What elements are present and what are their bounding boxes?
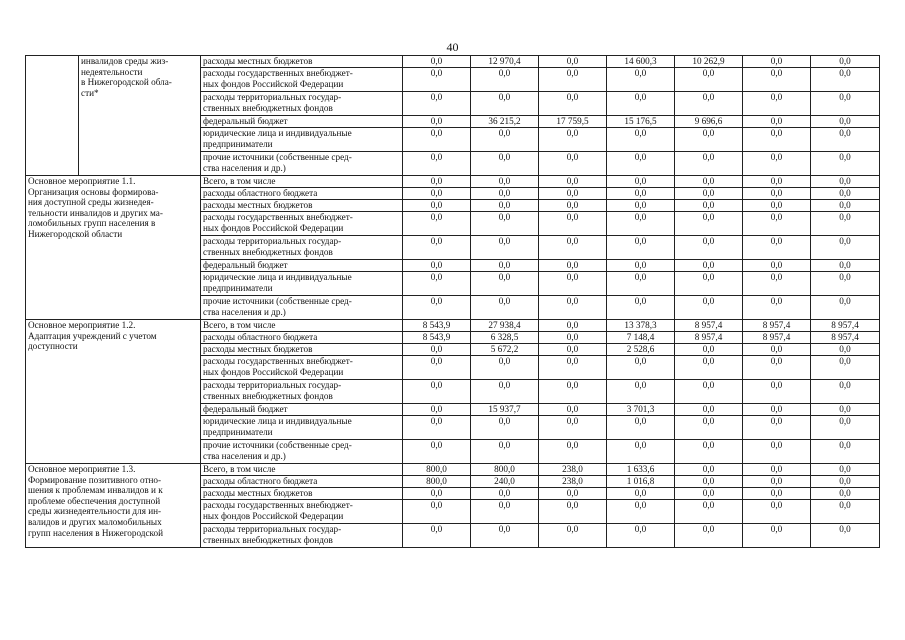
amount-cell: 0,0 xyxy=(675,92,743,116)
amount-cell: 0,0 xyxy=(675,236,743,260)
funding-source-cell: расходы местных бюджетов xyxy=(201,344,403,356)
amount-cell: 8 957,4 xyxy=(811,332,880,344)
amount-cell: 0,0 xyxy=(403,116,471,128)
amount-cell: 8 957,4 xyxy=(743,332,811,344)
amount-cell: 0,0 xyxy=(811,128,880,152)
amount-cell: 0,0 xyxy=(675,440,743,464)
amount-cell: 6 328,5 xyxy=(471,332,539,344)
funding-source-cell: прочие источники (собственные сред- ства населения и др.) xyxy=(201,152,403,176)
amount-cell: 0,0 xyxy=(471,152,539,176)
amount-cell: 0,0 xyxy=(539,344,607,356)
amount-cell: 0,0 xyxy=(811,416,880,440)
amount-cell: 0,0 xyxy=(403,380,471,404)
amount-cell: 0,0 xyxy=(743,272,811,296)
amount-cell: 0,0 xyxy=(811,56,880,68)
amount-cell: 0,0 xyxy=(811,524,880,548)
amount-cell: 0,0 xyxy=(743,488,811,500)
funding-source-cell: расходы областного бюджета xyxy=(201,476,403,488)
amount-cell: 0,0 xyxy=(811,68,880,92)
amount-cell: 0,0 xyxy=(607,416,675,440)
funding-source-cell: федеральный бюджет xyxy=(201,116,403,128)
amount-cell: 0,0 xyxy=(471,356,539,380)
amount-cell: 17 759,5 xyxy=(539,116,607,128)
amount-cell: 0,0 xyxy=(743,176,811,188)
amount-cell: 0,0 xyxy=(403,176,471,188)
amount-cell: 14 600,3 xyxy=(607,56,675,68)
amount-cell: 800,0 xyxy=(403,464,471,476)
amount-cell: 0,0 xyxy=(471,500,539,524)
amount-cell: 1 016,8 xyxy=(607,476,675,488)
amount-cell: 0,0 xyxy=(539,488,607,500)
amount-cell: 0,0 xyxy=(743,236,811,260)
budget-table xyxy=(25,55,880,548)
funding-source-cell: Всего, в том числе xyxy=(201,320,403,332)
amount-cell: 0,0 xyxy=(539,320,607,332)
funding-source-cell: расходы местных бюджетов xyxy=(201,56,403,68)
amount-cell: 0,0 xyxy=(403,344,471,356)
amount-cell: 0,0 xyxy=(403,68,471,92)
amount-cell: 0,0 xyxy=(607,272,675,296)
amount-cell: 0,0 xyxy=(743,92,811,116)
funding-source-cell: расходы государственных внебюджет- ных фондов Российской Федерации xyxy=(201,212,403,236)
amount-cell: 0,0 xyxy=(539,272,607,296)
amount-cell: 0,0 xyxy=(403,200,471,212)
amount-cell: 13 378,3 xyxy=(607,320,675,332)
amount-cell: 0,0 xyxy=(607,488,675,500)
amount-cell: 0,0 xyxy=(403,524,471,548)
amount-cell: 10 262,9 xyxy=(675,56,743,68)
amount-cell: 0,0 xyxy=(471,236,539,260)
funding-source-cell: юридические лица и индивидуальные предприниматели xyxy=(201,128,403,152)
amount-cell: 0,0 xyxy=(743,476,811,488)
amount-cell: 0,0 xyxy=(811,272,880,296)
amount-cell: 0,0 xyxy=(403,128,471,152)
amount-cell: 0,0 xyxy=(811,500,880,524)
amount-cell: 0,0 xyxy=(675,212,743,236)
amount-cell: 0,0 xyxy=(539,128,607,152)
amount-cell: 0,0 xyxy=(539,356,607,380)
amount-cell: 0,0 xyxy=(675,476,743,488)
amount-cell: 0,0 xyxy=(403,236,471,260)
amount-cell: 0,0 xyxy=(811,200,880,212)
amount-cell: 0,0 xyxy=(743,116,811,128)
amount-cell: 0,0 xyxy=(607,152,675,176)
amount-cell: 0,0 xyxy=(539,524,607,548)
amount-cell: 0,0 xyxy=(403,500,471,524)
amount-cell: 0,0 xyxy=(403,56,471,68)
amount-cell: 0,0 xyxy=(607,176,675,188)
amount-cell: 0,0 xyxy=(743,356,811,380)
amount-cell: 0,0 xyxy=(811,188,880,200)
funding-source-cell: расходы областного бюджета xyxy=(201,188,403,200)
amount-cell: 0,0 xyxy=(539,296,607,320)
amount-cell: 0,0 xyxy=(675,524,743,548)
event-name-cell: Основное мероприятие 1.1. Организация основы формирова- ния доступной среды жизнедея- тельности инвалидов и других ма- ломобильных групп населения в Нижегородской области xyxy=(26,176,201,320)
amount-cell: 0,0 xyxy=(607,128,675,152)
funding-source-cell: юридические лица и индивидуальные предприниматели xyxy=(201,416,403,440)
event-name-cell: Основное мероприятие 1.3. Формирование позитивного отно- шения к проблемам инвалидов и к проблеме обеспечения доступной среды жизнедеятельности для ин- валидов и других маломобильных групп населения в Нижегородской xyxy=(26,464,201,548)
funding-source-cell: расходы областного бюджета xyxy=(201,332,403,344)
amount-cell: 0,0 xyxy=(743,212,811,236)
amount-cell: 0,0 xyxy=(403,272,471,296)
amount-cell: 0,0 xyxy=(607,92,675,116)
amount-cell: 0,0 xyxy=(743,416,811,440)
amount-cell: 0,0 xyxy=(403,488,471,500)
amount-cell: 0,0 xyxy=(811,152,880,176)
amount-cell: 0,0 xyxy=(607,236,675,260)
amount-cell: 0,0 xyxy=(675,344,743,356)
amount-cell: 0,0 xyxy=(675,404,743,416)
amount-cell: 0,0 xyxy=(539,332,607,344)
amount-cell: 0,0 xyxy=(539,176,607,188)
amount-cell: 0,0 xyxy=(539,68,607,92)
amount-cell: 0,0 xyxy=(811,356,880,380)
amount-cell: 800,0 xyxy=(471,464,539,476)
amount-cell: 7 148,4 xyxy=(607,332,675,344)
amount-cell: 8 957,4 xyxy=(675,332,743,344)
amount-cell: 0,0 xyxy=(743,128,811,152)
amount-cell: 240,0 xyxy=(471,476,539,488)
amount-cell: 0,0 xyxy=(403,188,471,200)
amount-cell: 0,0 xyxy=(539,440,607,464)
amount-cell: 0,0 xyxy=(539,188,607,200)
amount-cell: 0,0 xyxy=(811,344,880,356)
amount-cell: 0,0 xyxy=(471,524,539,548)
amount-cell: 0,0 xyxy=(403,92,471,116)
amount-cell: 0,0 xyxy=(471,212,539,236)
amount-cell: 0,0 xyxy=(403,416,471,440)
amount-cell: 0,0 xyxy=(403,404,471,416)
amount-cell: 8 957,4 xyxy=(675,320,743,332)
amount-cell: 0,0 xyxy=(607,440,675,464)
amount-cell: 0,0 xyxy=(811,116,880,128)
amount-cell: 0,0 xyxy=(403,440,471,464)
amount-cell: 8 957,4 xyxy=(743,320,811,332)
funding-source-cell: расходы местных бюджетов xyxy=(201,200,403,212)
amount-cell: 0,0 xyxy=(743,188,811,200)
amount-cell: 9 696,6 xyxy=(675,116,743,128)
amount-cell: 0,0 xyxy=(743,464,811,476)
amount-cell: 0,0 xyxy=(403,152,471,176)
amount-cell: 0,0 xyxy=(539,404,607,416)
funding-source-cell: расходы местных бюджетов xyxy=(201,488,403,500)
amount-cell: 0,0 xyxy=(675,272,743,296)
amount-cell: 15 176,5 xyxy=(607,116,675,128)
amount-cell: 0,0 xyxy=(811,260,880,272)
amount-cell: 0,0 xyxy=(607,200,675,212)
amount-cell: 0,0 xyxy=(743,344,811,356)
amount-cell: 0,0 xyxy=(607,356,675,380)
amount-cell: 0,0 xyxy=(743,56,811,68)
amount-cell: 0,0 xyxy=(471,272,539,296)
funding-source-cell: расходы государственных внебюджет- ных фондов Российской Федерации xyxy=(201,500,403,524)
amount-cell: 8 543,9 xyxy=(403,320,471,332)
amount-cell: 0,0 xyxy=(471,68,539,92)
amount-cell: 0,0 xyxy=(811,236,880,260)
amount-cell: 0,0 xyxy=(811,464,880,476)
amount-cell: 0,0 xyxy=(811,404,880,416)
table-row xyxy=(26,320,880,332)
amount-cell: 0,0 xyxy=(675,416,743,440)
funding-source-cell: прочие источники (собственные сред- ства населения и др.) xyxy=(201,296,403,320)
amount-cell: 0,0 xyxy=(743,68,811,92)
event-name-cell: Основное мероприятие 1.2. Адаптация учреждений с учетом доступности xyxy=(26,320,201,464)
amount-cell: 800,0 xyxy=(403,476,471,488)
amount-cell: 0,0 xyxy=(607,188,675,200)
amount-cell: 0,0 xyxy=(539,56,607,68)
amount-cell: 0,0 xyxy=(539,212,607,236)
amount-cell: 0,0 xyxy=(403,260,471,272)
amount-cell: 0,0 xyxy=(743,440,811,464)
amount-cell: 0,0 xyxy=(811,176,880,188)
funding-source-cell: Всего, в том числе xyxy=(201,464,403,476)
amount-cell: 0,0 xyxy=(811,212,880,236)
amount-cell: 0,0 xyxy=(743,200,811,212)
amount-cell: 0,0 xyxy=(675,188,743,200)
amount-cell: 0,0 xyxy=(811,296,880,320)
amount-cell: 0,0 xyxy=(607,68,675,92)
funding-source-cell: юридические лица и индивидуальные предприниматели xyxy=(201,272,403,296)
amount-cell: 0,0 xyxy=(675,464,743,476)
amount-cell: 0,0 xyxy=(811,440,880,464)
amount-cell: 0,0 xyxy=(811,380,880,404)
table-row xyxy=(26,464,880,476)
amount-cell: 0,0 xyxy=(471,488,539,500)
amount-cell: 0,0 xyxy=(743,260,811,272)
amount-cell: 0,0 xyxy=(539,200,607,212)
funding-source-cell: расходы территориальных государ- ственных внебюджетных фондов xyxy=(201,92,403,116)
amount-cell: 0,0 xyxy=(811,92,880,116)
amount-cell: 238,0 xyxy=(539,464,607,476)
amount-cell: 0,0 xyxy=(743,524,811,548)
amount-cell: 0,0 xyxy=(675,356,743,380)
funding-source-cell: Всего, в том числе xyxy=(201,176,403,188)
amount-cell: 0,0 xyxy=(471,380,539,404)
amount-cell: 27 938,4 xyxy=(471,320,539,332)
amount-cell: 0,0 xyxy=(539,416,607,440)
amount-cell: 0,0 xyxy=(675,128,743,152)
amount-cell: 36 215,2 xyxy=(471,116,539,128)
funding-source-cell: федеральный бюджет xyxy=(201,404,403,416)
amount-cell: 0,0 xyxy=(607,296,675,320)
amount-cell: 0,0 xyxy=(743,404,811,416)
amount-cell: 0,0 xyxy=(471,128,539,152)
amount-cell: 0,0 xyxy=(675,380,743,404)
table-row xyxy=(26,56,880,68)
amount-cell: 0,0 xyxy=(539,260,607,272)
amount-cell: 0,0 xyxy=(403,296,471,320)
amount-cell: 0,0 xyxy=(675,152,743,176)
funding-source-cell: прочие источники (собственные сред- ства населения и др.) xyxy=(201,440,403,464)
amount-cell: 8 957,4 xyxy=(811,320,880,332)
page-number: 40 xyxy=(446,40,459,54)
amount-cell: 0,0 xyxy=(471,260,539,272)
amount-cell: 5 672,2 xyxy=(471,344,539,356)
amount-cell: 0,0 xyxy=(471,188,539,200)
amount-cell: 0,0 xyxy=(539,236,607,260)
funding-source-cell: расходы государственных внебюджет- ных фондов Российской Федерации xyxy=(201,68,403,92)
amount-cell: 238,0 xyxy=(539,476,607,488)
amount-cell: 0,0 xyxy=(607,500,675,524)
amount-cell: 0,0 xyxy=(471,440,539,464)
amount-cell: 0,0 xyxy=(675,260,743,272)
amount-cell: 0,0 xyxy=(607,380,675,404)
amount-cell: 0,0 xyxy=(675,488,743,500)
amount-cell: 1 633,6 xyxy=(607,464,675,476)
funding-source-cell: расходы государственных внебюджет- ных фондов Российской Федерации xyxy=(201,356,403,380)
funding-source-cell: расходы территориальных государ- ственных внебюджетных фондов xyxy=(201,524,403,548)
amount-cell: 0,0 xyxy=(607,524,675,548)
amount-cell: 0,0 xyxy=(403,356,471,380)
amount-cell: 2 528,6 xyxy=(607,344,675,356)
amount-cell: 0,0 xyxy=(539,500,607,524)
amount-cell: 0,0 xyxy=(539,380,607,404)
amount-cell: 0,0 xyxy=(811,488,880,500)
amount-cell: 15 937,7 xyxy=(471,404,539,416)
table-row xyxy=(26,176,880,188)
amount-cell: 0,0 xyxy=(471,296,539,320)
amount-cell: 0,0 xyxy=(743,296,811,320)
amount-cell: 0,0 xyxy=(403,212,471,236)
funding-source-cell: расходы территориальных государ- ственных внебюджетных фондов xyxy=(201,380,403,404)
amount-cell: 0,0 xyxy=(675,68,743,92)
amount-cell: 0,0 xyxy=(675,500,743,524)
amount-cell: 0,0 xyxy=(471,416,539,440)
event-cell-empty xyxy=(26,56,79,176)
funding-source-cell: расходы территориальных государ- ственных внебюджетных фондов xyxy=(201,236,403,260)
amount-cell: 0,0 xyxy=(607,260,675,272)
amount-cell: 0,0 xyxy=(607,212,675,236)
amount-cell: 0,0 xyxy=(675,200,743,212)
amount-cell: 0,0 xyxy=(743,380,811,404)
amount-cell: 0,0 xyxy=(675,176,743,188)
amount-cell: 0,0 xyxy=(811,476,880,488)
amount-cell: 12 970,4 xyxy=(471,56,539,68)
amount-cell: 8 543,9 xyxy=(403,332,471,344)
amount-cell: 0,0 xyxy=(539,152,607,176)
amount-cell: 0,0 xyxy=(471,92,539,116)
event-name-cell: инвалидов среды жиз- недеятельности в Нижегородской обла- сти* xyxy=(79,56,201,176)
amount-cell: 0,0 xyxy=(471,176,539,188)
amount-cell: 0,0 xyxy=(743,500,811,524)
amount-cell: 0,0 xyxy=(471,200,539,212)
funding-source-cell: федеральный бюджет xyxy=(201,260,403,272)
amount-cell: 0,0 xyxy=(675,296,743,320)
amount-cell: 3 701,3 xyxy=(607,404,675,416)
amount-cell: 0,0 xyxy=(539,92,607,116)
amount-cell: 0,0 xyxy=(743,152,811,176)
